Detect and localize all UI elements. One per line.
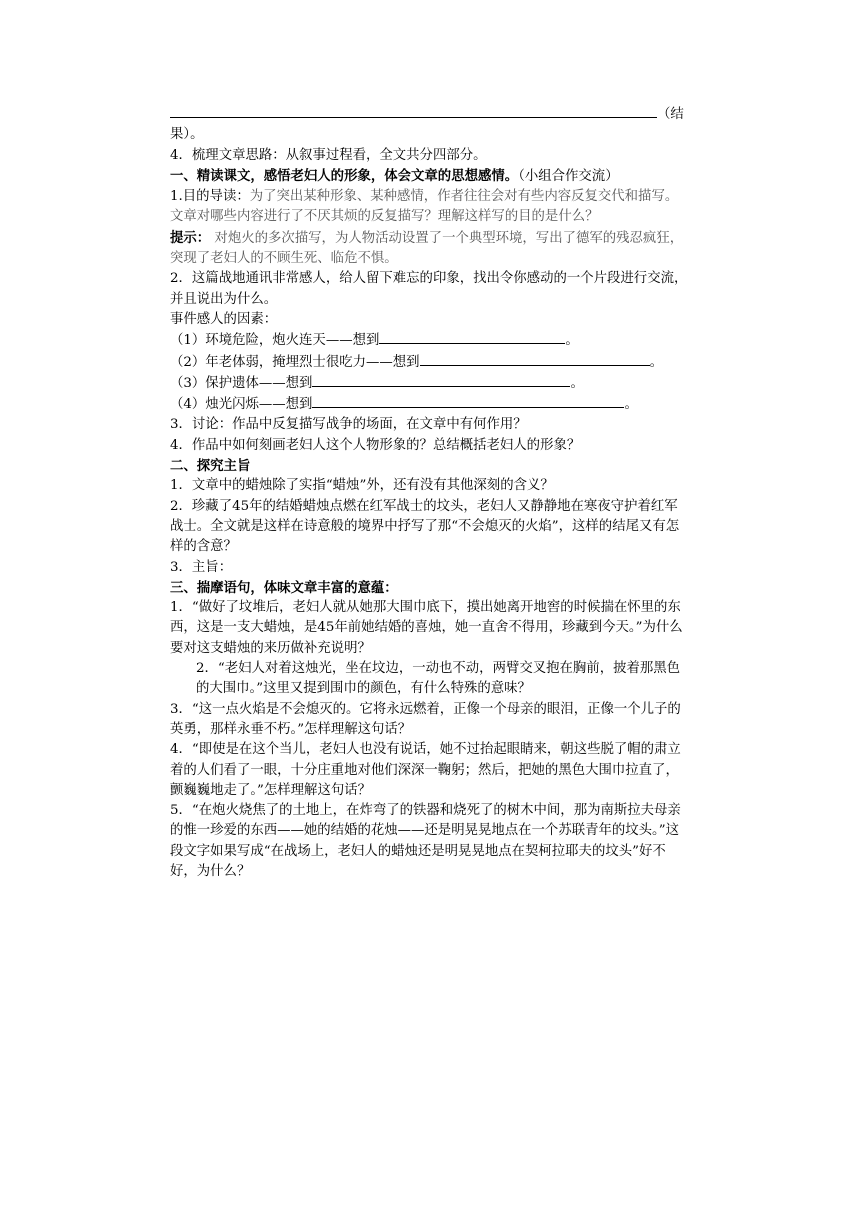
worksheet-content xyxy=(170,104,690,882)
section-1-note: （小组合作交流） xyxy=(518,168,619,184)
answer-line-row xyxy=(170,104,690,125)
factor-4-blank[interactable] xyxy=(312,394,624,408)
section-1-title: 一、精读课文，感悟老妇人的形象，体会文章的思想感情。 xyxy=(170,167,519,184)
factor-1-blank[interactable] xyxy=(379,330,565,344)
factor-1 xyxy=(170,330,690,351)
hint-label: 提示： xyxy=(170,229,211,246)
question-1-guide xyxy=(170,187,690,228)
section-2-title: 二、探究主旨 xyxy=(170,458,251,475)
factor-3-text: （3）保护遗体——想到 xyxy=(170,375,313,391)
factor-4-text: （4）烛光闪烁——想到 xyxy=(170,397,313,413)
section-3-question-4: 4．“即使是在这个当儿，老妇人也没有说话，她不过抬起眼睛来，朝这些脱了帽的肃立着的人们看了一眼，十分庄重地对他们深深一鞠躬；然后，把她的黑色大围巾拉直了，颤巍巍地走了。”怎样理解这句话？ xyxy=(170,742,681,798)
section-3-question-1: 1．“做好了坟堆后，老妇人就从她那大围巾底下，摸出她离开地窖的时候揣在怀里的东西，这是一支大蜡烛，是45年前她结婚的喜烛，她一直舍不得用，珍藏到今天。”为什么要对这支蜡烛的来历做补充说明？ xyxy=(170,600,683,656)
question-4: 4．作品中如何刻画老妇人这个人物形象的？总结概括老妇人的形象？ xyxy=(170,437,581,453)
factor-2-text: （2）年老体弱，掩埋烈士很吃力——想到 xyxy=(170,354,420,370)
question-1-text: 为了突出某种形象、某种感情，作者往往会对有些内容反复交代和描写。文章对哪些内容进行了不厌其烦的反复描写？理解这样写的目的是什么？ xyxy=(170,189,679,225)
section-2-question-2: 2．珍藏了45年的结婚蜡烛点燃在红军战士的坟头，老妇人又静静地在寒夜守护着红军战士。全文就是这样在诗意般的境界中抒写了那“不会熄灭的火焰”，这样的结尾又有怎样的含意？ xyxy=(170,498,680,555)
answer-blank[interactable] xyxy=(170,104,657,118)
hint-paragraph xyxy=(170,228,690,270)
section-3-question-2: 2．“老妇人对着这烛光，坐在坟边，一动也不动，两臂交叉抱在胸前，披着那黑色的大围巾。”这里又提到围巾的颜色，有什么特殊的意味？ xyxy=(196,661,681,697)
section-1-heading xyxy=(170,166,690,187)
result-label-start: （结 xyxy=(657,107,684,122)
factor-2-blank[interactable] xyxy=(420,352,650,366)
factor-4 xyxy=(170,394,690,415)
factor-1-period: 。 xyxy=(565,333,579,349)
section-2-question-1: 1．文章中的蜡烛除了实指“蜡烛”外，还有没有其他深刻的含义？ xyxy=(170,478,554,494)
section-2-question-3: 3．主旨： xyxy=(170,559,233,575)
factor-2-period: 。 xyxy=(649,354,663,370)
item-4-structure: 4．梳理文章思路：从叙事过程看，全文共分四部分。 xyxy=(170,147,487,163)
factor-1-text: （1）环境危险，炮火连天——想到 xyxy=(170,333,380,349)
section-3-question-3: 3．“这一点火焰是不会熄灭的。它将永远燃着，正像一个母亲的眼泪，正像一个儿子的英勇，那样永垂不朽。”怎样理解这句话？ xyxy=(170,701,681,737)
factor-3-blank[interactable] xyxy=(312,373,570,387)
question-2: 2．这篇战地通讯非常感人，给人留下难忘的印象，找出令你感动的一个片段进行交流，并且说出为什么。 xyxy=(170,271,688,307)
result-label-end: 果）。 xyxy=(170,127,204,143)
section-3-question-5: 5．“在炮火烧焦了的土地上，在炸弯了的铁器和烧死了的树木中间，那为南斯拉夫母亲的惟一珍爱的东西——她的结婚的花烛——还是明晃晃地点在一个苏联青年的坟头。”这段文字如果写成“在战场上，老妇人的蜡烛还是明晃晃地点在契柯拉耶夫的坟头”好不好，为什么？ xyxy=(170,803,681,879)
factor-3 xyxy=(170,373,690,394)
question-1-label: 1.目的导读： xyxy=(170,189,250,205)
hint-text: 对炮火的多次描写，为人物活动设置了一个典型环境，写出了德军的残忍疯狂，突现了老妇人的不顾生死、临危不惧。 xyxy=(170,230,684,267)
factor-3-period: 。 xyxy=(570,375,584,391)
section-3-title: 三、揣摩语句，体味文章丰富的意蕴： xyxy=(170,579,398,596)
factor-4-period: 。 xyxy=(624,397,638,413)
factors-title: 事件感人的因素： xyxy=(170,311,278,327)
factor-2 xyxy=(170,352,690,373)
question-3: 3．讨论：作品中反复描写战争的场面，在文章中有何作用？ xyxy=(170,417,527,433)
